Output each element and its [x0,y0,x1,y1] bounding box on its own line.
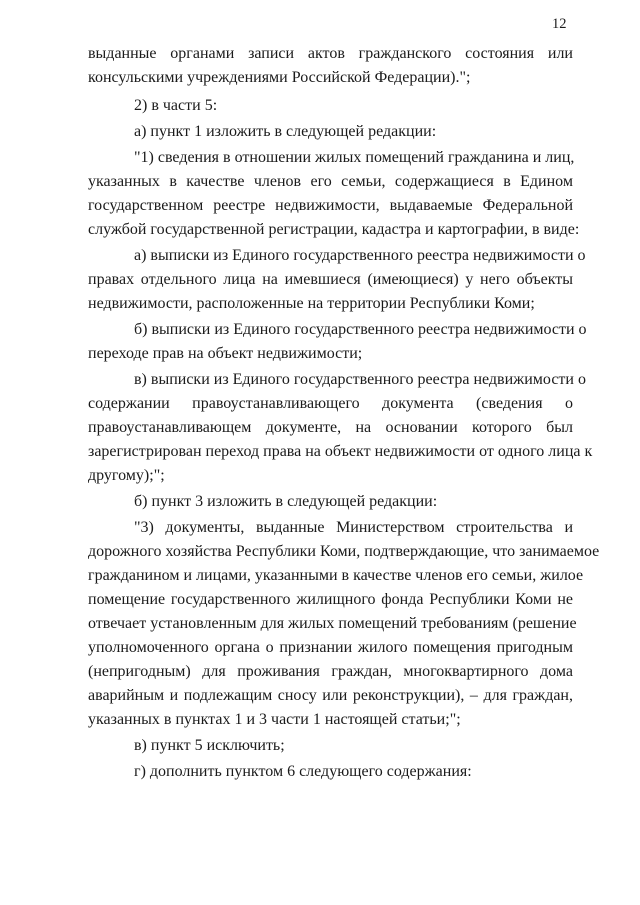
text-line: уполномоченного органа о признании жилого помещения пригодным [88,639,573,656]
text-line: (непригодным) для проживания граждан, многоквартирного дома [88,663,573,680]
text-line: другому);"; [88,467,165,484]
text-line: консульскими учреждениями Российской Федерации)."; [88,69,471,86]
text-line: а) выписки из Единого государственного реестра недвижимости о [134,247,586,264]
text-line: в) пункт 5 исключить; [134,737,285,754]
text-line: указанных в качестве членов его семьи, содержащиеся в Едином [88,173,573,190]
text-line: правоустанавливающем документе, на основании которого был [88,419,573,436]
text-line: "3) документы, выданные Министерством строительства и [134,519,573,536]
text-line: дорожного хозяйства Республики Коми, подтверждающие, что занимаемое [88,543,600,560]
text-line: а) пункт 1 изложить в следующей редакции: [134,123,437,140]
text-line: "1) сведения в отношении жилых помещений гражданина и лиц, [134,149,575,166]
text-line: службой государственной регистрации, кадастра и картографии, в виде: [88,221,580,238]
text-line: указанных в пунктах 1 и 3 части 1 настоящей статьи;"; [88,711,461,728]
text-line: аварийным и подлежащим сносу или реконструкции), – для граждан, [88,687,573,704]
text-line: государственном реестре недвижимости, выдаваемые Федеральной [88,197,573,214]
text-line: б) выписки из Единого государственного реестра недвижимости о [134,321,587,338]
text-line: в) выписки из Единого государственного реестра недвижимости о [134,371,586,388]
text-line: гражданином и лицами, указанными в качестве членов его семьи, жилое [88,567,584,584]
text-line: б) пункт 3 изложить в следующей редакции: [134,493,438,510]
text-line: отвечает установленным для жилых помещений требованиям (решение [88,615,577,632]
text-line: помещение государственного жилищного фонда Республики Коми не [88,591,573,608]
text-line: содержании правоустанавливающего документа (сведения о [88,395,573,412]
text-line: зарегистрирован переход права на объект недвижимости от одного лица к [88,443,593,460]
text-line: переходе прав на объект недвижимости; [88,345,363,362]
text-line: г) дополнить пунктом 6 следующего содержания: [134,763,472,780]
text-line: 2) в части 5: [134,97,218,114]
text-line: недвижимости, расположенные на территории Республики Коми; [88,295,535,312]
page-number: 12 [552,16,567,32]
text-line: правах отдельного лица на имевшиеся (имеющиеся) у него объекты [88,271,573,288]
text-line: выданные органами записи актов гражданского состояния или [88,45,573,62]
